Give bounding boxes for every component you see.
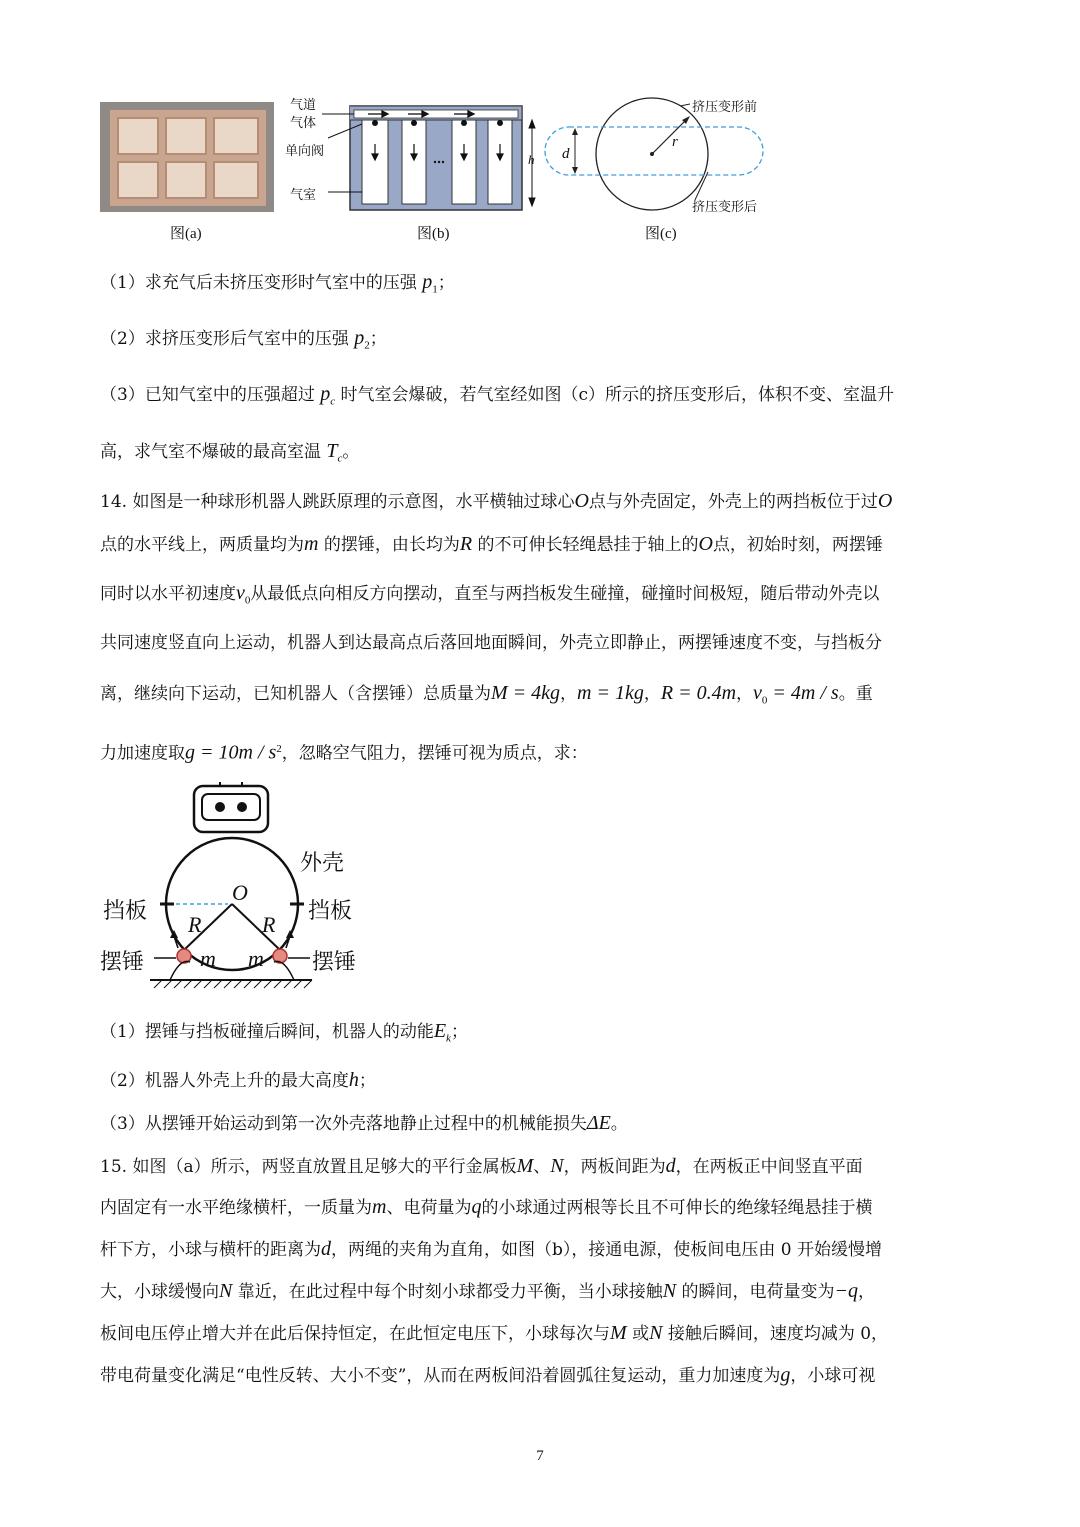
q13-part3-line1: （3）已知气室中的压强超过 $p_c$ 时气室会爆破，若气室经如图（c）所示的挤压变形后，体积不变、室温升: [100, 383, 895, 408]
label-d: d: [562, 146, 570, 162]
q15-line2: 内固定有一水平绝缘横杆，一质量为m、电荷量为q的小球通过两根等长且不可伸长的绝缘轻绳悬挂于横: [100, 1196, 873, 1218]
figure-b-caption: 图(b): [417, 226, 450, 242]
label-after-deform: 挤压变形后: [692, 200, 758, 215]
label-before-deform: 挤压变形前: [692, 100, 758, 115]
q14-sub2: （2）机器人外壳上升的最大高度h；: [100, 1069, 376, 1091]
label-gas: 气体: [290, 116, 317, 131]
label-baffle-left: 挡板: [103, 899, 148, 924]
q15-line1: 15. 如图（a）所示，两竖直放置且足够大的平行金属板M、N，两板间距为d，在两板正中间竖直平面: [100, 1155, 863, 1177]
label-m-left: m: [200, 946, 216, 971]
q14-line5: 离，继续向下运动，已知机器人（含摆锤）总质量为M = 4kg，m = 1kg，R = 0.4m，$v_0 = 4m / s$。重: [100, 682, 873, 707]
label-r: r: [672, 134, 678, 150]
q14-sub1: （1）摆锤与挡板碰撞后瞬间，机器人的动能$E_k$；: [100, 1020, 468, 1045]
label-R-right: R: [262, 912, 276, 937]
label-chamber: 气室: [290, 188, 317, 203]
label-pendulum-left: 摆锤: [100, 950, 145, 975]
q14-line3: 同时以水平初速度$v_0$从最低点向相反方向摆动，直至与两挡板发生碰撞，碰撞时间极短，随后带动外壳以: [100, 582, 880, 607]
q15-line4: 大，小球缓慢向N 靠近，在此过程中每个时刻小球都受力平衡，当小球接触N 的瞬间，电荷量变为−q，: [100, 1280, 875, 1302]
q13-part2: （2）求挤压变形后气室中的压强 $p_2$；: [100, 327, 387, 352]
figure-a-photo: [100, 102, 274, 212]
q15-line5: 板间电压停止增大并在此后保持恒定，在此恒定电压下，小球每次与M 或N 接触后瞬间，速度均减为 0，: [100, 1322, 889, 1344]
q15-line6: 带电荷量变化满足“电性反转、大小不变”，从而在两板间沿着圆弧往复运动，重力加速度为g，小球可视: [100, 1364, 876, 1386]
q13-part3-line2: 高，求气室不爆破的最高室温 $T_c$。: [100, 440, 360, 465]
label-baffle-right: 挡板: [308, 899, 353, 924]
figure-c-caption: 图(c): [645, 226, 677, 242]
label-air-duct: 气道: [290, 98, 317, 113]
label-valve: 单向阀: [285, 144, 325, 159]
figure-a-caption: 图(a): [170, 226, 202, 242]
label-h: h: [528, 152, 535, 167]
page-number: 7: [536, 1448, 544, 1464]
q15-line3: 杆下方，小球与横杆的距离为d，两绳的夹角为直角，如图（b），接通电源，使板间电压由 0 开始缓慢增: [100, 1238, 883, 1260]
q14-line1: 14. 如图是一种球形机器人跳跃原理的示意图，水平横轴过球心O点与外壳固定，外壳上的两挡板位于过O: [100, 490, 893, 512]
label-O: O: [232, 880, 248, 905]
label-R-left: R: [188, 912, 202, 937]
q14-line6: 力加速度取$g = 10m / s^2$，忽略空气阻力，摆锤可视为质点，求：: [100, 741, 588, 764]
cardboard-cell-photo: [100, 102, 274, 212]
q13-part1: （1）求充气后未挤压变形时气室中的压强 $p_1$；: [100, 271, 455, 296]
q14-line2: 点的水平线上，两质量均为m 的摆锤，由长均为R 的不可伸长轻绳悬挂于轴上的O点，初始时刻，两摆锤: [100, 533, 883, 555]
label-m-right: m: [248, 946, 264, 971]
q14-sub3: （3）从摆锤开始运动到第一次外壳落地静止过程中的机械能损失ΔE。: [100, 1112, 628, 1134]
label-shell: 外壳: [300, 851, 345, 876]
q14-line4: 共同速度竖直向上运动，机器人到达最高点后落回地面瞬间，外壳立即静止，两摆锤速度不变，与挡板分: [100, 633, 882, 653]
label-pendulum-right: 摆锤: [312, 950, 357, 975]
